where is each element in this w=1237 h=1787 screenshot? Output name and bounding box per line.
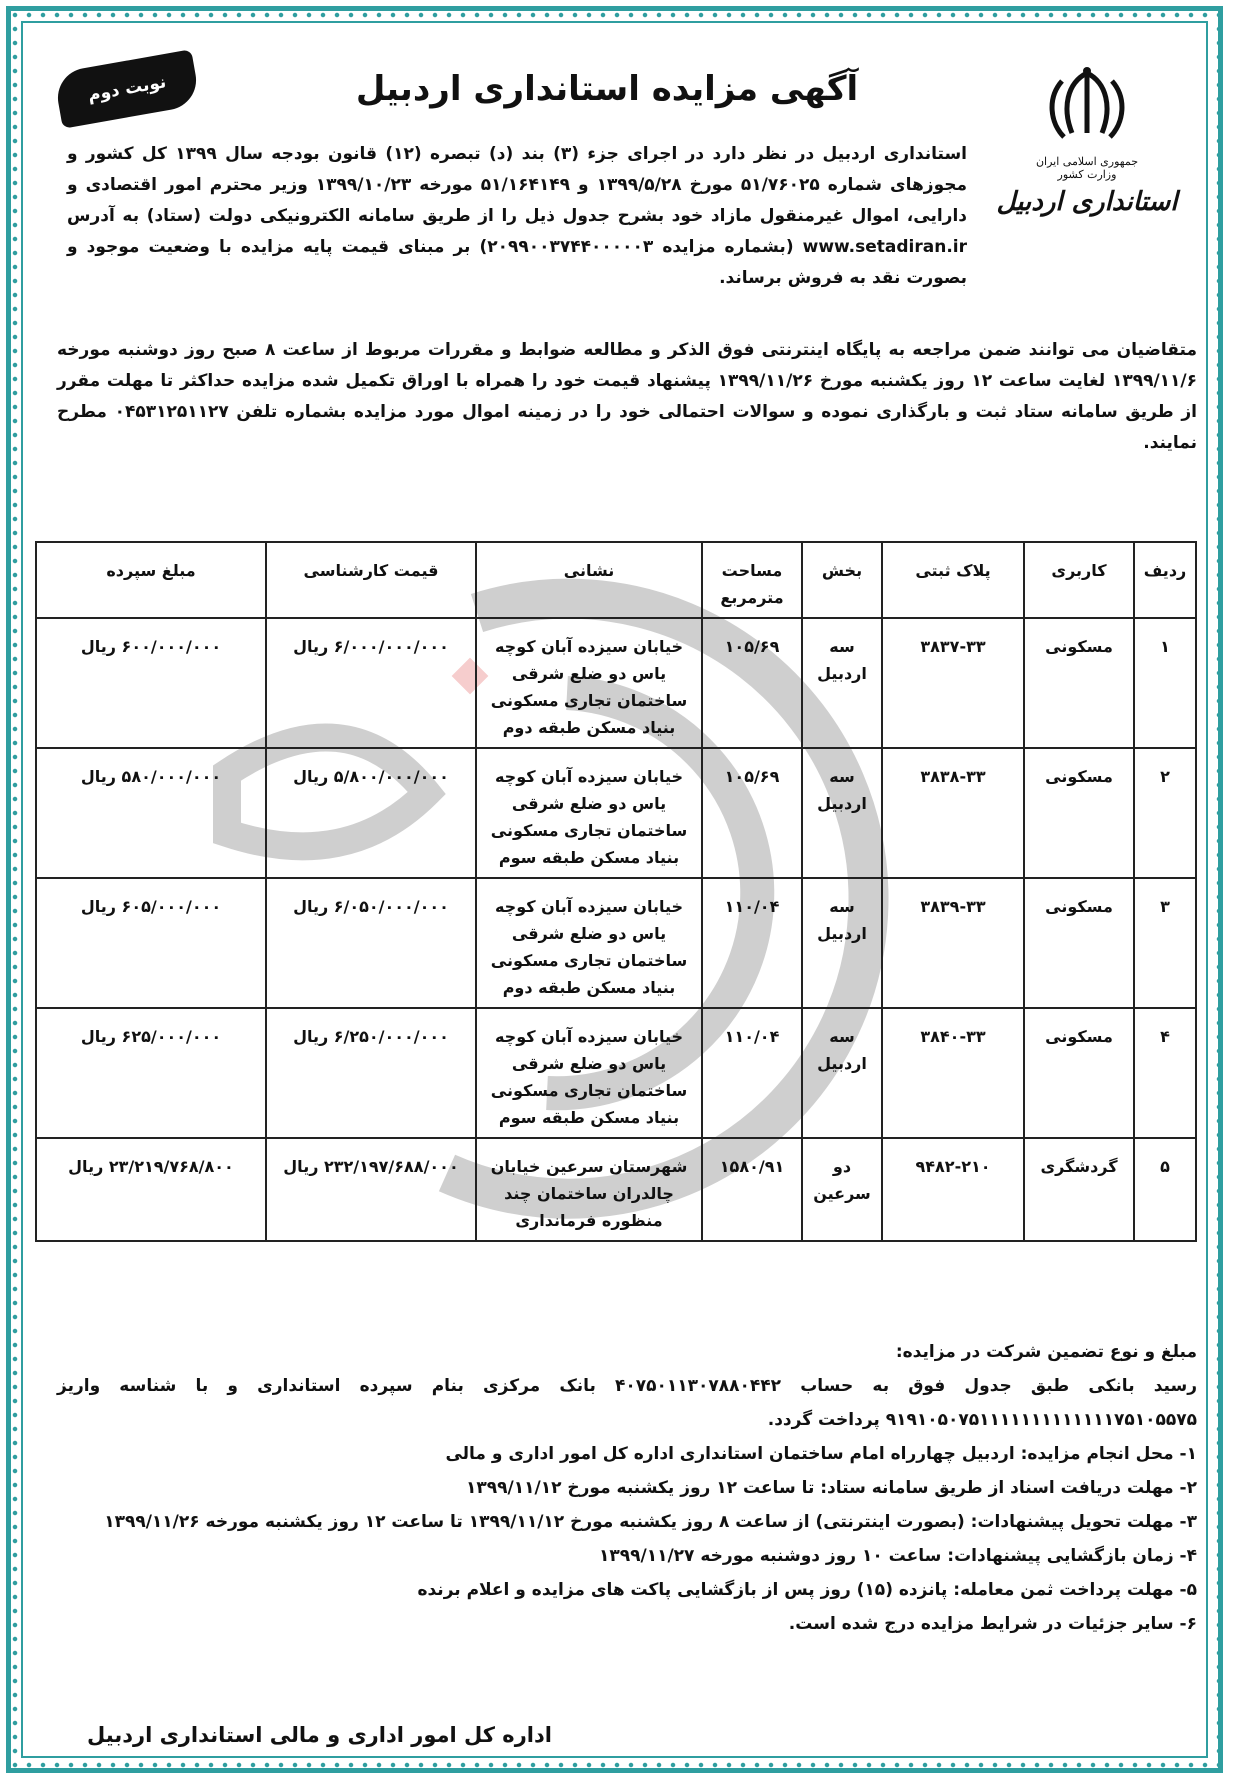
cell-price: ۲۳۲/۱۹۷/۶۸۸/۰۰۰ ریال	[266, 1138, 476, 1241]
table-row	[36, 1008, 1196, 1138]
table-row	[36, 748, 1196, 878]
condition-item: ۴- زمان بازگشایی پیشنهادات: ساعت ۱۰ روز دوشنبه مورخه ۱۳۹۹/۱۱/۲۷	[598, 1546, 1197, 1566]
table-row	[36, 618, 1196, 748]
condition-item: ۲- مهلت دریافت اسناد از طریق سامانه ستاد: تا ساعت ۱۲ روز یکشنبه مورخ ۱۳۹۹/۱۱/۱۲	[466, 1478, 1197, 1498]
intro-paragraph: استانداری اردبیل در نظر دارد در اجرای جزء (۳) بند (د) تبصره (۱۲) قانون بودجه سال ۱۳۹۹ کل کشور و مجوزهای شماره ۵۱/۷۶۰۲۵ مورخ ۱۳۹۹/۵/۲۸ و ۵۱/۱۶۴۱۴۹ مورخه ۱۳۹۹/۱۰/۲۳ وزیر محترم امور اقتصادی و دارایی، اموال غیرمنقول مازاد خود بشرح جدول ذیل را از طریق سامانه الکترونیکی دولت (ستاد) به آدرس www.setadiran.ir (بشماره مزایده ۲۰۹۹۰۰۳۷۴۴۰۰۰۰۰۳) بر مبنای قیمت پایه مزایده با وضعیت موجود و بصورت نقد به فروش برساند.	[67, 144, 968, 288]
cell-deposit: ۶۰۰/۰۰۰/۰۰۰ ریال	[36, 618, 266, 748]
table-header-row	[36, 542, 1196, 618]
cell-price: ۶/۲۵۰/۰۰۰/۰۰۰ ریال	[266, 1008, 476, 1138]
header-price: قیمت کارشناسی	[266, 542, 476, 618]
header-address: نشانی	[476, 542, 702, 618]
cell-price: ۶/۰۰۰/۰۰۰/۰۰۰ ریال	[266, 618, 476, 748]
page-title: آگهی مزایده استانداری اردبیل	[355, 69, 859, 109]
cell-section: دو سرعین	[802, 1138, 882, 1241]
cell-area: ۱۰۵/۶۹	[702, 748, 802, 878]
cell-plate: ۹۴۸۲-۲۱۰	[882, 1138, 1024, 1241]
page-border	[6, 6, 1223, 1773]
cell-address: خیابان سیزده آبان کوچه یاس دو ضلع شرقی ساختمان تجاری مسکونی بنیاد مسکن طبقه سوم	[476, 748, 702, 878]
iran-emblem-icon	[1042, 63, 1132, 153]
ministry-emblem	[987, 63, 1187, 263]
cell-deposit: ۶۲۵/۰۰۰/۰۰۰ ریال	[36, 1008, 266, 1138]
cell-area: ۱۱۰/۰۴	[702, 1008, 802, 1138]
page-inner	[21, 21, 1208, 1758]
cell-plate: ۳۸۳۹-۳۳	[882, 878, 1024, 1008]
cell-address: خیابان سیزده آبان کوچه یاس دو ضلع شرقی ساختمان تجاری مسکونی بنیاد مسکن طبقه دوم	[476, 878, 702, 1008]
cell-usage: مسکونی	[1024, 618, 1134, 748]
cell-section: سه اردبیل	[802, 748, 882, 878]
cell-area: ۱۵۸۰/۹۱	[702, 1138, 802, 1241]
applicants-paragraph: متقاضیان می توانند ضمن مراجعه به پایگاه اینترنتی فوق الذکر و مطالعه ضوابط و مقررات مربوط از ساعت ۸ صبح روز دوشنبه مورخه ۱۳۹۹/۱۱/۶ لغایت ساعت ۱۲ روز یکشنبه مورخ ۱۳۹۹/۱۱/۲۶ پیشنهاد قیمت خود را همراه با اوراق تکمیل شده مزایده حداکثر تا مهلت مقرر از طریق سامانه ستاد ثبت و بارگذاری نموده و سوالات احتمالی خود را در زمینه اموال مورد مزایده بشماره تلفن ۰۴۵۳۱۲۵۱۱۲۷ مطرح نمایند.	[57, 340, 1198, 453]
emblem-line-2: وزارت کشور	[1057, 168, 1117, 181]
cell-price: ۶/۰۵۰/۰۰۰/۰۰۰ ریال	[266, 878, 476, 1008]
condition-item: ۱- محل انجام مزایده: اردبیل چهارراه امام ساختمان استانداری اداره کل امور اداری و مالی	[445, 1444, 1197, 1464]
cell-usage: مسکونی	[1024, 1008, 1134, 1138]
notice-content	[47, 43, 1207, 1763]
cell-usage: مسکونی	[1024, 748, 1134, 878]
deposit-instructions: رسید بانکی طبق جدول فوق به حساب ۴۰۷۵۰۱۱۳۰۷۸۸۰۴۴۲ بانک مرکزی بنام سپرده استانداری و با شناسه واریز ۹۱۹۱۰۵۰۷۵۱۱۱۱۱۱۱۱۱۱۱۱۱۷۵۱۰۵۵۷۵ پرداخت گردد.	[57, 1376, 1197, 1430]
cell-plate: ۳۸۳۷-۳۳	[882, 618, 1024, 748]
cell-row-number: ۳	[1134, 878, 1196, 1008]
cell-usage: مسکونی	[1024, 878, 1134, 1008]
cell-address: خیابان سیزده آبان کوچه یاس دو ضلع شرقی ساختمان تجاری مسکونی بنیاد مسکن طبقه سوم	[476, 1008, 702, 1138]
cell-usage: گردشگری	[1024, 1138, 1134, 1241]
emblem-line-3: استانداری اردبیل	[996, 187, 1178, 217]
condition-item: ۵- مهلت پرداخت ثمن معامله: پانزده (۱۵) روز پس از بازگشایی پاکت های مزایده و اعلام برنده	[417, 1580, 1197, 1600]
header-deposit: مبلغ سپرده	[36, 542, 266, 618]
cell-address: شهرستان سرعین خیابان چالدران ساختمان چند منظوره فرمانداری	[476, 1138, 702, 1241]
cell-deposit: ۶۰۵/۰۰۰/۰۰۰ ریال	[36, 878, 266, 1008]
cell-deposit: ۵۸۰/۰۰۰/۰۰۰ ریال	[36, 748, 266, 878]
condition-item: ۶- سایر جزئیات در شرایط مزایده درج شده است.	[788, 1614, 1197, 1634]
cell-section: سه اردبیل	[802, 618, 882, 748]
cell-row-number: ۱	[1134, 618, 1196, 748]
cell-row-number: ۵	[1134, 1138, 1196, 1241]
header-area: مساحت مترمربع	[702, 542, 802, 618]
cell-section: سه اردبیل	[802, 878, 882, 1008]
property-table	[35, 541, 1197, 1242]
header-row-number: ردیف	[1134, 542, 1196, 618]
header-plate: پلاک ثبتی	[882, 542, 1024, 618]
issuer-signature: اداره کل امور اداری و مالی استانداری اردبیل	[87, 1723, 552, 1747]
cell-section: سه اردبیل	[802, 1008, 882, 1138]
header-section: بخش	[802, 542, 882, 618]
conditions-section	[57, 1335, 1197, 1641]
cell-plate: ۳۸۴۰-۳۳	[882, 1008, 1024, 1138]
table-row	[36, 878, 1196, 1008]
conditions-heading: مبلغ و نوع تضمین شرکت در مزایده:	[895, 1342, 1197, 1362]
header-usage: کاربری	[1024, 542, 1134, 618]
cell-area: ۱۱۰/۰۴	[702, 878, 802, 1008]
round-badge: نوبت دوم	[53, 49, 201, 128]
cell-price: ۵/۸۰۰/۰۰۰/۰۰۰ ریال	[266, 748, 476, 878]
cell-deposit: ۲۳/۲۱۹/۷۶۸/۸۰۰ ریال	[36, 1138, 266, 1241]
cell-address: خیابان سیزده آبان کوچه یاس دو ضلع شرقی ساختمان تجاری مسکونی بنیاد مسکن طبقه دوم	[476, 618, 702, 748]
emblem-line-1: جمهوری اسلامی ایران	[1035, 155, 1139, 168]
table-row	[36, 1138, 1196, 1241]
cell-row-number: ۴	[1134, 1008, 1196, 1138]
cell-plate: ۳۸۳۸-۳۳	[882, 748, 1024, 878]
condition-item: ۳- مهلت تحویل پیشنهادات: (بصورت اینترنتی) از ساعت ۸ روز یکشنبه مورخ ۱۳۹۹/۱۱/۱۲ تا ساعت ۱۲ روز یکشنبه مورخه ۱۳۹۹/۱۱/۲۶	[104, 1512, 1197, 1532]
cell-area: ۱۰۵/۶۹	[702, 618, 802, 748]
cell-row-number: ۲	[1134, 748, 1196, 878]
